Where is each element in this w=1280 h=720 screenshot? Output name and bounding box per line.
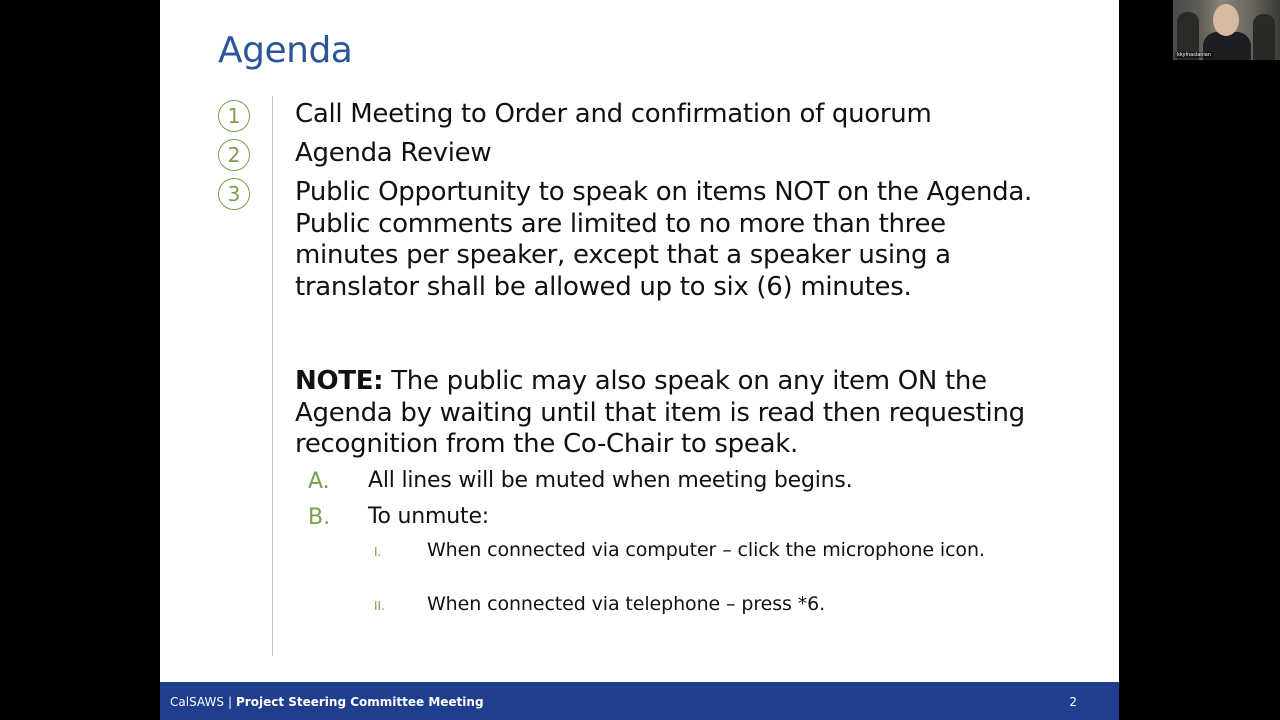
subsubitem-numeral-1: I. <box>374 545 382 559</box>
note-body: The public may also speak on any item ON the Agenda by waiting until that item is read then requesting recognition from the Co-Chair to speak. <box>295 366 1025 459</box>
participant-video-thumbnail[interactable] <box>1173 0 1280 60</box>
presentation-slide <box>160 0 1119 720</box>
participant-head <box>1213 4 1239 36</box>
note-label: NOTE: <box>295 366 384 396</box>
footer-left <box>170 695 484 709</box>
footer-brand: CalSAWS <box>170 695 224 709</box>
subitem-a-text: All lines will be muted when meeting begins. <box>368 468 853 493</box>
slide-footer <box>160 682 1119 720</box>
footer-meeting-title: Project Steering Committee Meeting <box>236 695 484 709</box>
subitem-letter-b: B. <box>308 505 331 530</box>
agenda-item-3: Public Opportunity to speak on items NOT on the Agenda. Public comments are limited to no more than three minutes per speaker, except that a speaker using a translator shall be allowed up to six (6) minutes. <box>295 177 1032 302</box>
agenda-item-1: Call Meeting to Order and confirmation of quorum <box>295 99 932 129</box>
subsubitem-2-text: When connected via telephone – press *6. <box>427 593 826 615</box>
item-number-1: 1 <box>218 100 250 132</box>
subitem-letter-a: A. <box>308 469 330 494</box>
note-paragraph <box>295 366 1075 461</box>
slide-title: Agenda <box>218 30 353 71</box>
background-figure-right <box>1253 14 1275 60</box>
agenda-item-2: Agenda Review <box>295 138 492 168</box>
vertical-divider <box>272 96 273 656</box>
subsubitem-1-text: When connected via computer – click the microphone icon. <box>427 539 985 561</box>
footer-separator: | <box>227 695 232 709</box>
subsubitem-numeral-2: II. <box>374 599 385 613</box>
subitem-b-text: To unmute: <box>368 504 489 529</box>
page-number: 2 <box>1069 695 1077 709</box>
item-number-2: 2 <box>218 139 250 171</box>
participant-name-label: kkylnaslanian <box>1177 52 1212 58</box>
item-number-3: 3 <box>218 178 250 210</box>
